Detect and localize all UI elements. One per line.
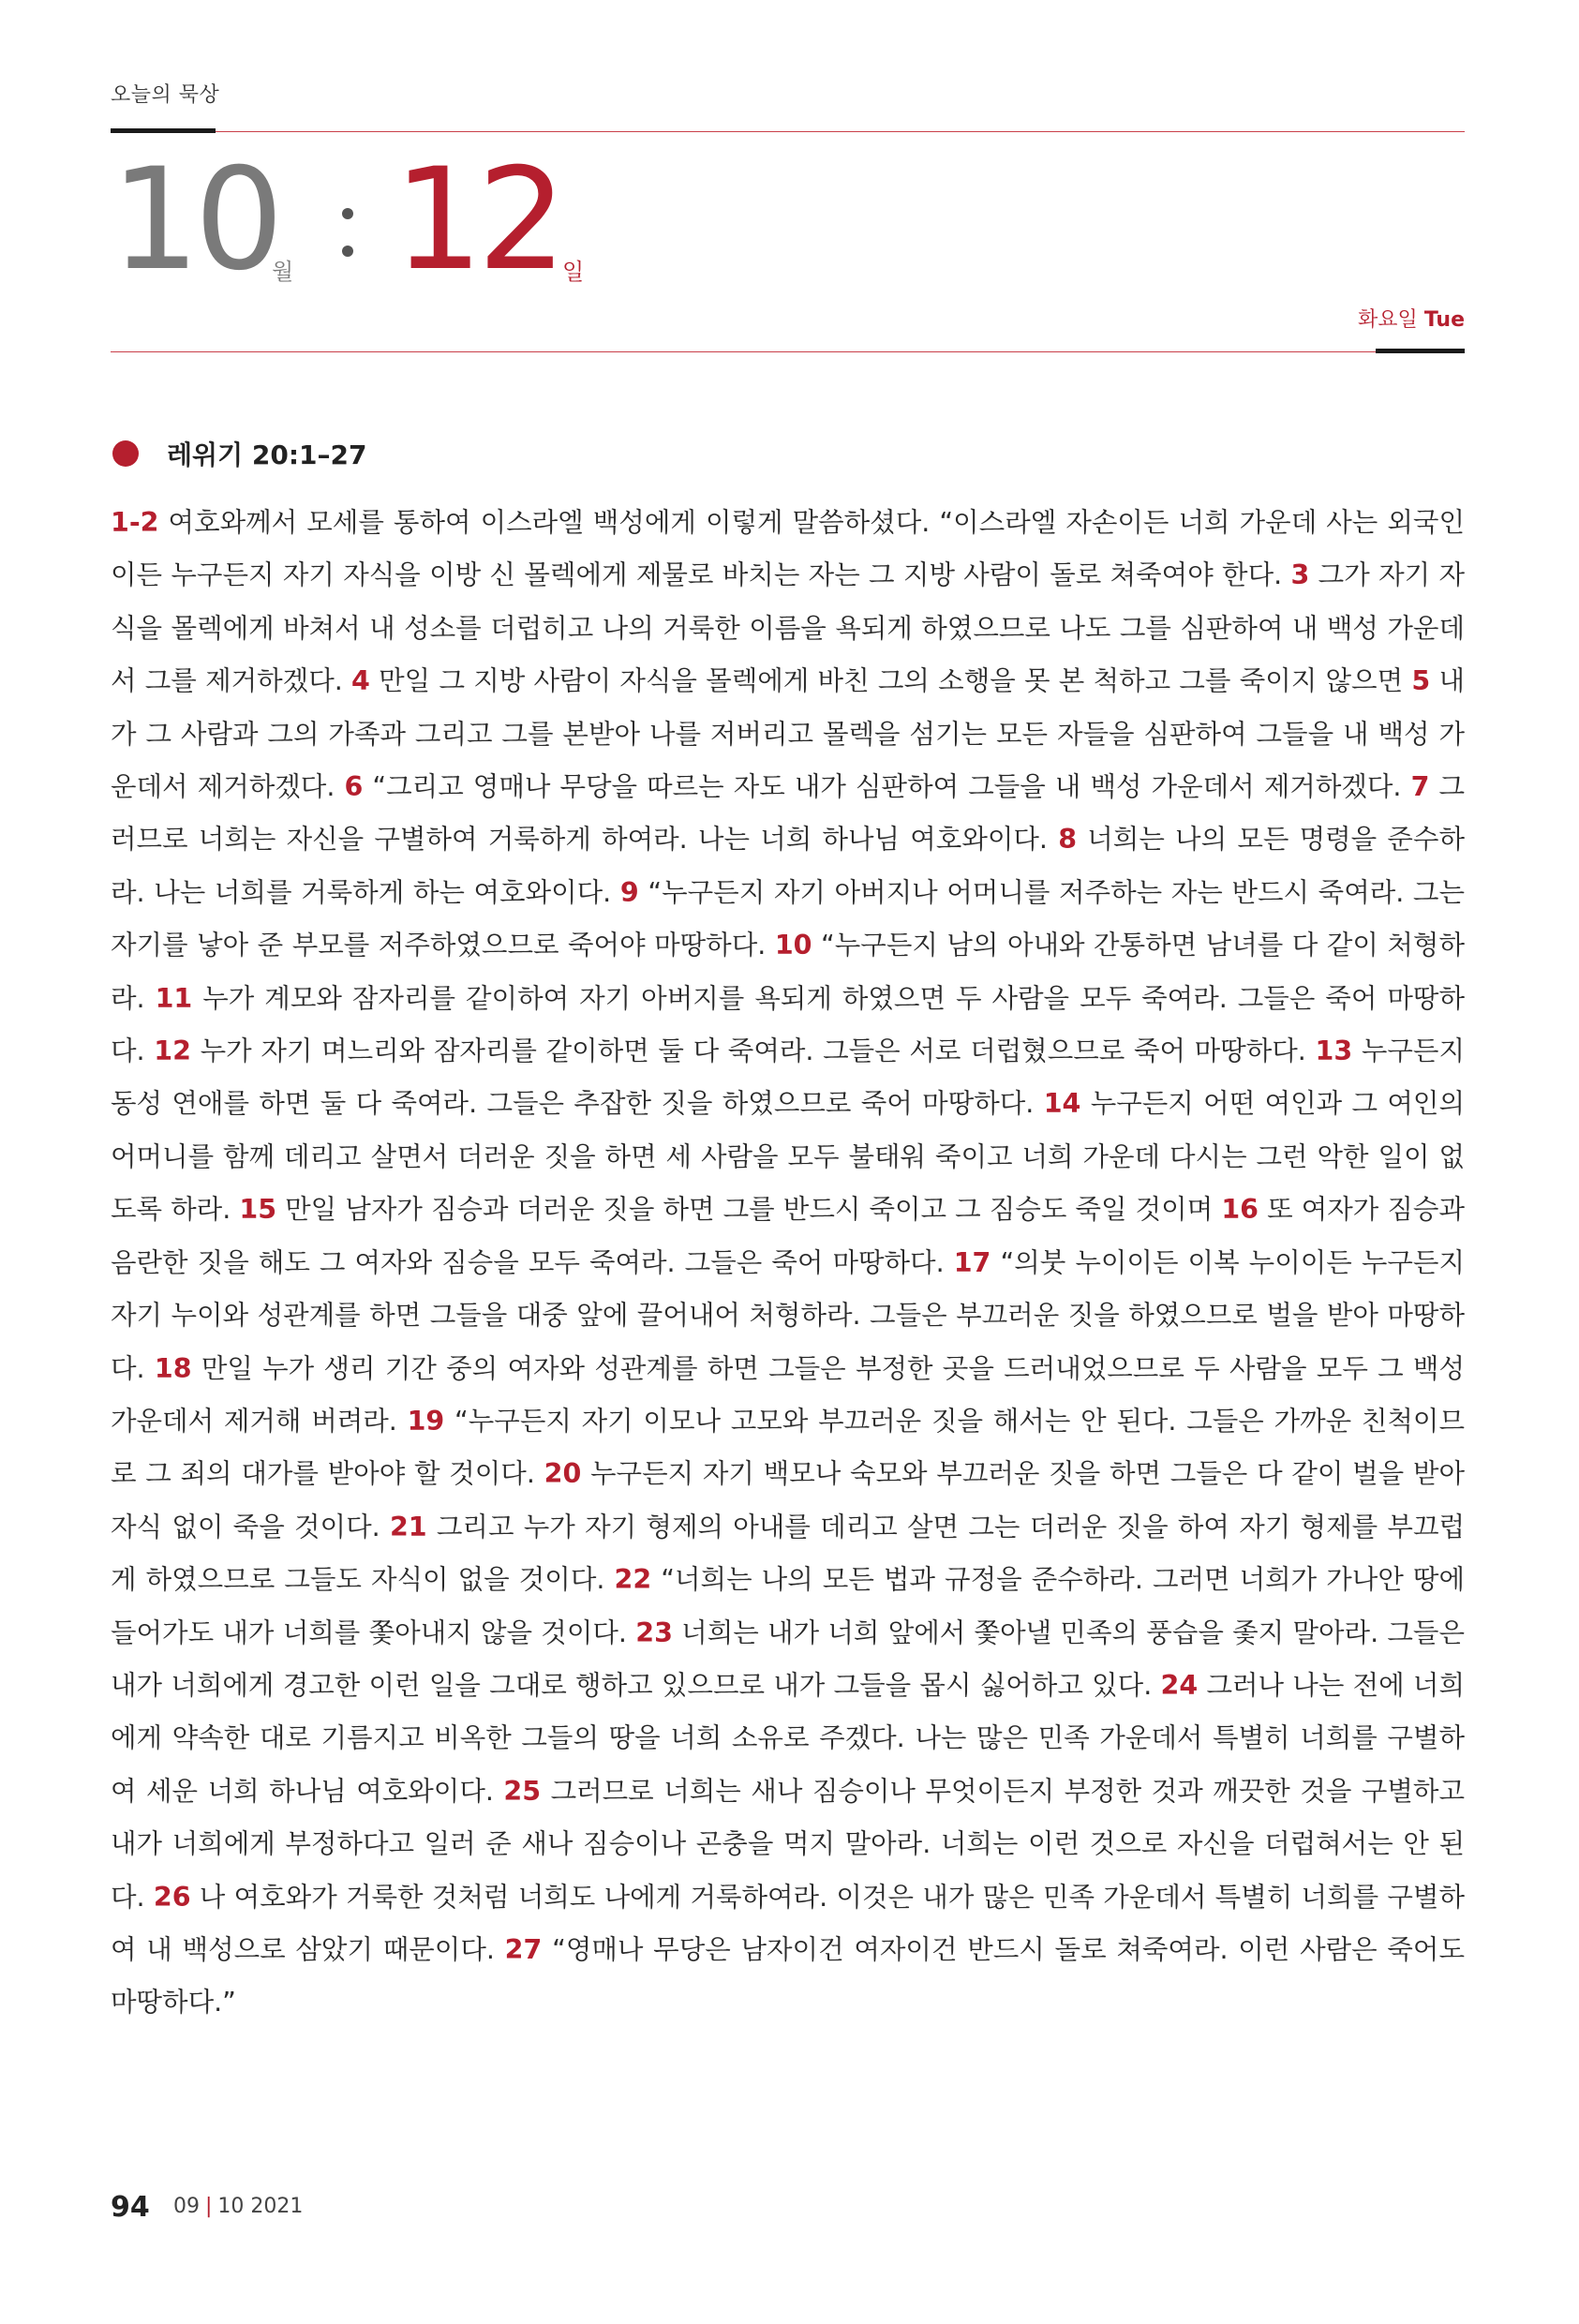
verse-text: “그리고 영매나 무당을 따르는 자도 내가 심판하여 그들을 내 백성 가운데서 제거하겠다. — [363, 771, 1411, 803]
verse-number: 10 — [774, 930, 812, 961]
bullet-icon — [112, 440, 139, 467]
verse-text: 누구든지 어떤 여인과 그 여인의 어머니를 함께 데리고 살면서 더러운 짓을 하면 세 사람을 모두 불태워 죽이고 너희 가운데 다시는 그런 악한 일이 없도록 하라. — [111, 1088, 1465, 1226]
verse-number: 15 — [239, 1194, 277, 1226]
header-divider — [111, 351, 1465, 352]
day-number: 12 — [394, 139, 561, 302]
verse-number: 13 — [1315, 1035, 1353, 1067]
top-divider — [111, 131, 1465, 132]
day-label: 일 — [562, 259, 585, 285]
verse-number: 9 — [619, 876, 639, 908]
verse-number: 4 — [351, 665, 370, 697]
verse-text: 누가 자기 며느리와 잠자리를 같이하면 둘 다 죽여라. 그들은 서로 더럽혔으므로 죽어 마땅하다. — [190, 1035, 1316, 1067]
verse-text: 그러나 나는 전에 너희에게 약속한 대로 기름지고 비옥한 그들의 땅을 너희 소유로 주겠다. 나는 많은 민족 가운데서 특별히 너희를 구별하여 세운 너희 하나님 여호와이다. — [111, 1669, 1465, 1807]
verse-number: 12 — [154, 1035, 191, 1067]
verse-text: “누구든지 남의 아내와 간통하면 남녀를 다 같이 처형하라. — [111, 930, 1465, 1014]
section-label: 오늘의 묵상 — [111, 83, 220, 107]
verse-number: 27 — [504, 1933, 543, 1965]
verse-number: 1-2 — [111, 507, 159, 538]
weekday-korean: 화요일 — [1358, 308, 1418, 332]
scripture-reference: 레위기 20:1–27 — [167, 439, 367, 470]
verse-number: 16 — [1221, 1194, 1259, 1226]
verse-number: 21 — [389, 1511, 427, 1542]
verse-number: 23 — [635, 1616, 673, 1648]
verse-text: 여호와께서 모세를 통하여 이스라엘 백성에게 이렇게 말씀하셨다. “이스라엘 자손이든 너희 가운데 사는 외국인이든 누구든지 자기 자식을 이방 신 몰렉에게 제물로 바치는 자는 그 지방 사람이 돌로 쳐죽여야 한다. — [111, 507, 1465, 591]
verse-text: 그러므로 너희는 새나 짐승이나 무엇이든지 부정한 것과 깨끗한 것을 구별하고 내가 너희에게 부정하다고 일러 준 새나 짐승이나 곤충을 먹지 말아라. 너희는 이런 것으로 자신을 더럽혀서는 안 된다. — [111, 1775, 1465, 1913]
date-colon-bottom-dot — [342, 246, 353, 257]
verse-text: 누구든지 동성 연애를 하면 둘 다 죽여라. 그들은 추잡한 짓을 하였으므로 죽어 마땅하다. — [111, 1035, 1465, 1120]
verse-number: 17 — [953, 1246, 991, 1278]
weekday-english: Tue — [1423, 308, 1465, 332]
verse-number: 22 — [614, 1564, 652, 1596]
verse-text: 너희는 나의 모든 명령을 준수하라. 나는 너희를 거룩하게 하는 여호와이다. — [111, 824, 1465, 908]
verse-text: 너희는 내가 너희 앞에서 쫓아낼 민족의 풍습을 좇지 말아라. 그들은 내가 너희에게 경고한 이런 일을 그대로 행하고 있으므로 내가 그들을 몹시 싫어하고 있다. — [111, 1616, 1465, 1701]
verse-text: “누구든지 자기 아버지나 어머니를 저주하는 자는 반드시 죽여라. 그는 자기를 낳아 준 부모를 저주하였으므로 죽어야 마땅하다. — [111, 876, 1465, 961]
issue-months: 09 — [173, 2195, 200, 2218]
verse-text: 그리고 누가 자기 형제의 아내를 데리고 살면 그는 더러운 짓을 하여 자기 형제를 부끄럽게 하였으므로 그들도 자식이 없을 것이다. — [111, 1511, 1466, 1596]
issue-date — [173, 2195, 303, 2218]
header-divider-accent — [1376, 349, 1465, 353]
verse-text: 누가 계모와 잠자리를 같이하여 자기 아버지를 욕되게 하였으면 두 사람을 모두 죽여라. 그들은 죽어 마땅하다. — [111, 982, 1465, 1067]
verse-number: 18 — [154, 1352, 192, 1384]
verse-text: 그러므로 너희는 자신을 구별하여 거룩하게 하여라. 나는 너희 하나님 여호와이다. — [111, 771, 1466, 856]
verse-number: 19 — [407, 1405, 445, 1437]
verse-text: “누구든지 자기 이모나 고모와 부끄러운 짓을 해서는 안 된다. 그들은 가까운 친척이므로 그 죄의 대가를 받아야 할 것이다. — [111, 1405, 1465, 1490]
verse-text: 내가 그 사람과 그의 가족과 그리고 그를 본받아 나를 저버리고 몰렉을 섬기는 모든 자들을 심판하여 그들을 내 백성 가운데서 제거하겠다. — [111, 665, 1465, 803]
verse-text: “너희는 나의 모든 법과 규정을 준수하라. 그러면 너희가 가나안 땅에 들어가도 내가 너희를 쫓아내지 않을 것이다. — [111, 1564, 1465, 1648]
date-colon-top-dot — [342, 208, 353, 219]
verse-text: 또 여자가 짐승과 음란한 짓을 해도 그 여자와 짐승을 모두 죽여라. 그들은 죽어 마땅하다. — [111, 1194, 1465, 1278]
verse-number: 8 — [1058, 824, 1078, 856]
verse-number: 25 — [503, 1775, 542, 1807]
verse-number: 3 — [1290, 559, 1310, 591]
issue-year: 10 2021 — [217, 2195, 304, 2218]
verse-text: “의붓 누이이든 이복 누이이든 누구든지 자기 누이와 성관계를 하면 그들을 대중 앞에 끌어내어 처형하라. 그들은 부끄러운 짓을 하였으므로 벌을 받아 마땅하다. — [111, 1246, 1465, 1384]
month-label: 월 — [272, 259, 294, 285]
verse-text: 만일 남자가 짐승과 더러운 짓을 하면 그를 반드시 죽이고 그 짐승도 죽일 것이며 — [276, 1194, 1222, 1226]
verse-text: 나 여호와가 거룩한 것처럼 너희도 나에게 거룩하여라. 이것은 내가 많은 민족 가운데서 특별히 너희를 구별하여 내 백성으로 삼았기 때문이다. — [111, 1881, 1465, 1965]
verse-number: 24 — [1160, 1669, 1199, 1701]
weekday — [1358, 304, 1465, 333]
page-number: 94 — [111, 2191, 150, 2224]
verse-number: 26 — [153, 1881, 191, 1913]
scripture-passage — [111, 497, 1465, 2030]
month-number: 10 — [111, 139, 278, 302]
verse-number: 20 — [544, 1458, 582, 1490]
verse-text: “영매나 무당은 남자이건 여자이건 반드시 돌로 쳐죽여라. 이런 사람은 죽어도 마땅하다.” — [111, 1933, 1465, 2019]
verse-number: 6 — [344, 771, 364, 803]
verse-text: 만일 누가 생리 기간 중의 여자와 성관계를 하면 그들은 부정한 곳을 드러내었으므로 두 사람을 모두 그 백성 가운데서 제거해 버려라. — [111, 1352, 1465, 1437]
verse-number: 14 — [1043, 1088, 1081, 1120]
verse-text: 만일 그 지방 사람이 자식을 몰렉에게 바친 그의 소행을 못 본 척하고 그를 죽이지 않으면 — [369, 665, 1412, 697]
verse-text: 누구든지 자기 백모나 숙모와 부끄러운 짓을 하면 그들은 다 같이 벌을 받아 자식 없이 죽을 것이다. — [111, 1458, 1465, 1542]
verse-text: 그가 자기 자식을 몰렉에게 바쳐서 내 성소를 더럽히고 나의 거룩한 이름을 욕되게 하였으므로 나도 그를 심판하여 내 백성 가운데서 그를 제거하겠다. — [111, 559, 1465, 697]
verse-number: 11 — [155, 982, 193, 1014]
top-divider-accent — [111, 128, 216, 133]
verse-number: 5 — [1411, 665, 1431, 697]
verse-number: 7 — [1410, 771, 1430, 803]
issue-separator: | — [205, 2195, 213, 2218]
